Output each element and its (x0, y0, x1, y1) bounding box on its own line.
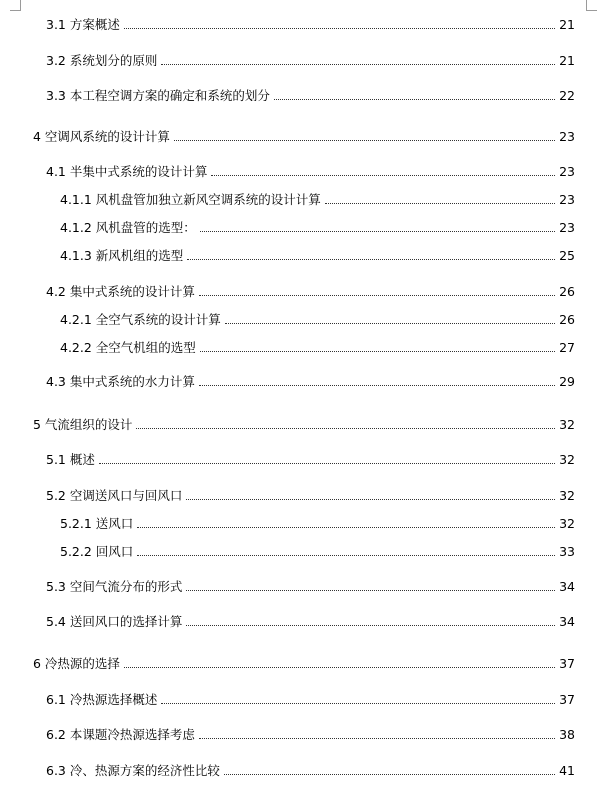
toc-entry-4[interactable] (33, 125, 575, 145)
toc-page-number: 41 (559, 763, 575, 778)
toc-page-number: 34 (559, 579, 575, 594)
toc-entry-5-2-1[interactable] (60, 512, 575, 532)
toc-entry-title: 5.4 送回风口的选择计算 (46, 614, 183, 629)
toc-entry-4-2-1[interactable] (60, 308, 575, 328)
dot-leader (200, 351, 555, 352)
toc-page-number: 32 (559, 516, 575, 531)
toc-page-number: 23 (559, 220, 575, 235)
toc-entry-3-3[interactable] (46, 84, 575, 104)
toc-entry-6-1[interactable] (46, 688, 575, 708)
toc-entry-title: 5.3 空间气流分布的形式 (46, 579, 183, 594)
toc-entry-title: 4.2.2 全空气机组的选型 (60, 340, 196, 355)
dot-leader (199, 385, 555, 386)
toc-entry-5-1[interactable] (46, 448, 575, 468)
toc-entry-6[interactable] (33, 652, 575, 672)
toc-entry-title: 6.3 冷、热源方案的经济性比较 (46, 763, 220, 778)
dot-leader (199, 295, 555, 296)
toc-entry-title: 4 空调风系统的设计计算 (33, 129, 170, 144)
toc-page-number: 34 (559, 614, 575, 629)
toc-entry-5-2-2[interactable] (60, 540, 575, 560)
dot-leader (224, 774, 555, 775)
page-corner-mark-left (10, 0, 21, 11)
dot-leader (124, 28, 555, 29)
dot-leader (186, 499, 555, 500)
toc-entry-title: 4.2.1 全空气系统的设计计算 (60, 312, 221, 327)
dot-leader (187, 259, 555, 260)
toc-page-number: 22 (559, 88, 575, 103)
toc-page-number: 21 (559, 53, 575, 68)
toc-page-number: 29 (559, 374, 575, 389)
toc-entry-3-1[interactable] (46, 13, 575, 33)
toc-page-number: 33 (559, 544, 575, 559)
dot-leader (186, 590, 555, 591)
dot-leader (325, 203, 555, 204)
dot-leader (225, 323, 555, 324)
toc-page-number: 23 (559, 192, 575, 207)
dot-leader (137, 527, 555, 528)
dot-leader (199, 738, 555, 739)
toc-entry-title: 3.1 方案概述 (46, 17, 120, 32)
toc-page-number: 25 (559, 248, 575, 263)
toc-entry-6-3[interactable] (46, 759, 575, 779)
toc-entry-5-4[interactable] (46, 610, 575, 630)
dot-leader (211, 175, 555, 176)
toc-page-number: 26 (559, 312, 575, 327)
toc-page-number: 21 (559, 17, 575, 32)
toc-page-number: 26 (559, 284, 575, 299)
page-corner-mark-right (586, 0, 597, 11)
toc-page-number: 32 (559, 488, 575, 503)
dot-leader (161, 64, 555, 65)
toc-entry-title: 4.1.2 风机盘管的选型： (60, 220, 196, 235)
toc-entry-title: 4.3 集中式系统的水力计算 (46, 374, 195, 389)
toc-entry-4-1-2[interactable] (60, 216, 575, 236)
toc-entry-5-2[interactable] (46, 484, 575, 504)
toc-entry-title: 4.1.3 新风机组的选型 (60, 248, 184, 263)
toc-entry-title: 5.2.1 送风口 (60, 516, 134, 531)
dot-leader (174, 140, 555, 141)
toc-entry-title: 5 气流组织的设计 (33, 417, 133, 432)
toc-entry-3-2[interactable] (46, 49, 575, 69)
toc-page-number: 27 (559, 340, 575, 355)
toc-entry-title: 6.2 本课题冷热源选择考虑 (46, 727, 195, 742)
toc-page-number: 32 (559, 452, 575, 467)
dot-leader (99, 463, 555, 464)
toc-page-number: 32 (559, 417, 575, 432)
toc-page-number: 37 (559, 692, 575, 707)
dot-leader (137, 555, 555, 556)
toc-entry-6-2[interactable] (46, 723, 575, 743)
dot-leader (200, 231, 555, 232)
toc-entry-title: 5.1 概述 (46, 452, 95, 467)
toc-page-number: 23 (559, 129, 575, 144)
toc-entry-4-1-3[interactable] (60, 244, 575, 264)
dot-leader (136, 428, 555, 429)
toc-page-number: 38 (559, 727, 575, 742)
toc-entry-4-3[interactable] (46, 370, 575, 390)
toc-entry-4-1-1[interactable] (60, 188, 575, 208)
toc-entry-title: 3.2 系统划分的原则 (46, 53, 158, 68)
toc-entry-4-1[interactable] (46, 160, 575, 180)
dot-leader (124, 667, 555, 668)
toc-entry-4-2[interactable] (46, 280, 575, 300)
toc-entry-title: 4.1 半集中式系统的设计计算 (46, 164, 208, 179)
dot-leader (186, 625, 555, 626)
toc-page-number: 37 (559, 656, 575, 671)
toc-entry-title: 3.3 本工程空调方案的确定和系统的划分 (46, 88, 270, 103)
dot-leader (274, 99, 555, 100)
toc-entry-5[interactable] (33, 413, 575, 433)
toc-page-number: 23 (559, 164, 575, 179)
toc-entry-title: 6 冷热源的选择 (33, 656, 120, 671)
dot-leader (161, 703, 555, 704)
toc-entry-title: 4.2 集中式系统的设计计算 (46, 284, 195, 299)
toc-entry-title: 4.1.1 风机盘管加独立新风空调系统的设计计算 (60, 192, 321, 207)
toc-entry-title: 5.2 空调送风口与回风口 (46, 488, 183, 503)
toc-entry-title: 6.1 冷热源选择概述 (46, 692, 158, 707)
toc-entry-4-2-2[interactable] (60, 336, 575, 356)
toc-entry-5-3[interactable] (46, 575, 575, 595)
toc-entry-title: 5.2.2 回风口 (60, 544, 134, 559)
